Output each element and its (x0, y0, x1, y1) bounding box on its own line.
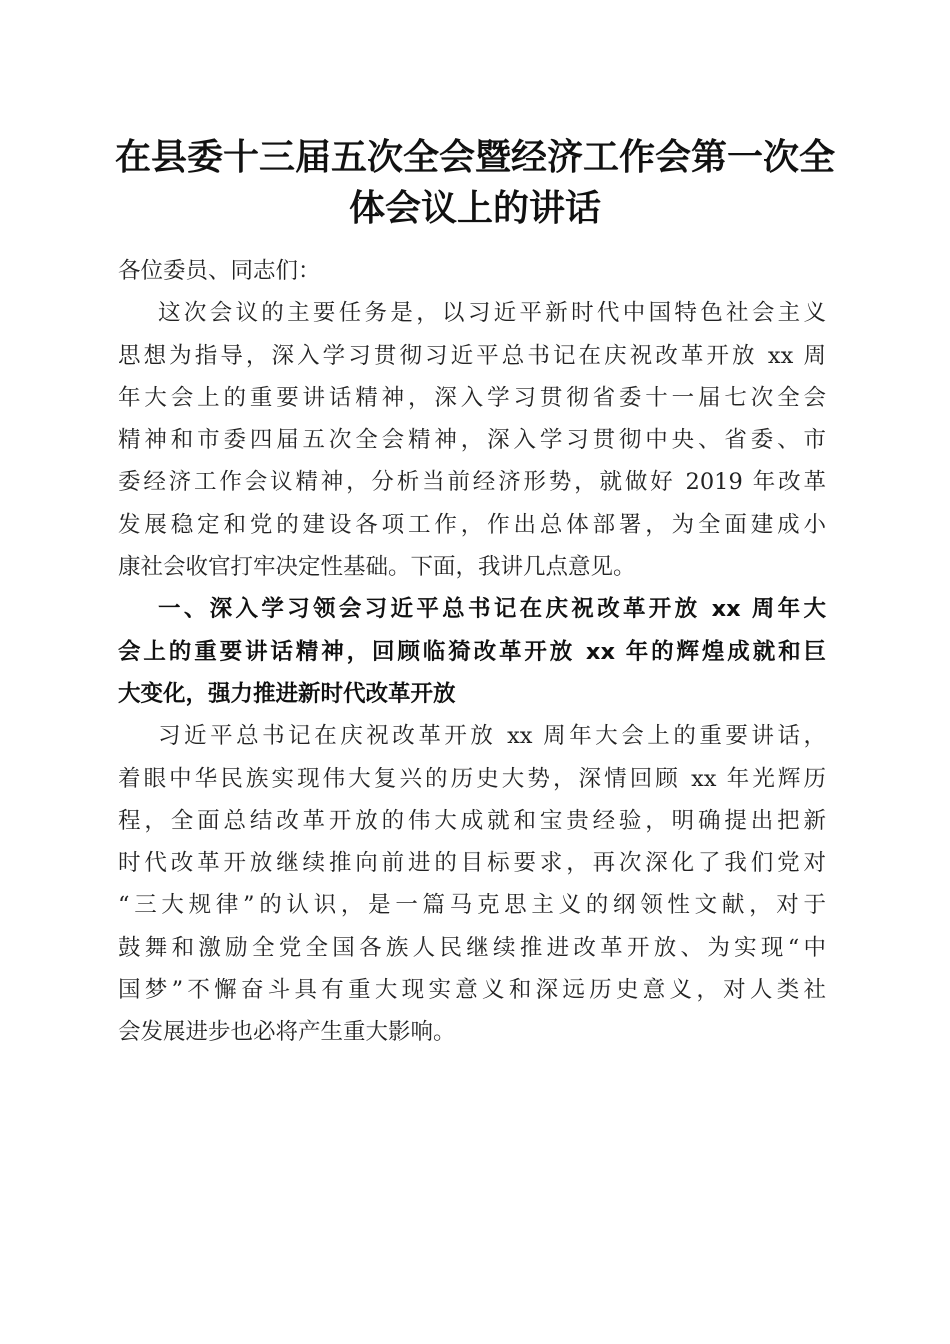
paragraph-line: “三大规律”的认识，是一篇马克思主义的纲领性文献，对于 (118, 892, 826, 919)
document-title (100, 132, 850, 234)
section-heading-1 (118, 588, 826, 715)
paragraph-section-1 (118, 715, 826, 1053)
paragraph-line: 国梦”不懈奋斗具有重大现实意义和深远历史意义，对人类社 (118, 977, 826, 1004)
paragraph-line: 习近平总书记在庆祝改革开放 xx 周年大会上的重要讲话， (158, 723, 826, 750)
paragraph-line: 时代改革开放继续推向前进的目标要求，再次深化了我们党对 (118, 850, 826, 877)
heading-line: 一、深入学习领会习近平总书记在庆祝改革开放 xx 周年大 (158, 596, 826, 623)
greeting: 各位委员、同志们： (118, 258, 321, 284)
heading-line: 会上的重要讲话精神，回顾临猗改革开放 xx 年的辉煌成就和巨 (118, 638, 826, 665)
paragraph-line: 这次会议的主要任务是，以习近平新时代中国特色社会主义 (158, 300, 826, 327)
paragraph-line: 精神和市委四届五次全会精神，深入学习贯彻中央、省委、市 (118, 427, 826, 454)
paragraph-line: 着眼中华民族实现伟大复兴的历史大势，深情回顾 xx 年光辉历 (118, 765, 826, 792)
paragraph-line: 康社会收官打牢决定性基础。下面，我讲几点意见。 (118, 554, 636, 581)
paragraph-intro (118, 292, 826, 588)
heading-line: 大变化，强力推进新时代改革开放 (118, 680, 456, 707)
title-line-1: 在县委十三届五次全会暨经济工作会第一次全 (114, 136, 835, 178)
paragraph-line: 鼓舞和激励全党全国各族人民继续推进改革开放、为实现“中 (118, 934, 826, 961)
paragraph-line: 思想为指导，深入学习贯彻习近平总书记在庆祝改革开放 xx 周 (118, 342, 826, 369)
paragraph-line: 委经济工作会议精神，分析当前经济形势，就做好 2019 年改革 (118, 469, 826, 496)
title-line-2: 体会议上的讲话 (348, 187, 601, 229)
paragraph-line: 发展稳定和党的建设各项工作，作出总体部署，为全面建成小 (118, 511, 826, 538)
paragraph-line: 会发展进步也必将产生重大影响。 (118, 1019, 456, 1046)
paragraph-line: 程，全面总结改革开放的伟大成就和宝贵经验，明确提出把新 (118, 807, 826, 834)
paragraph-line: 年大会上的重要讲话精神，深入学习贯彻省委十一届七次全会 (118, 384, 826, 411)
document-body (118, 250, 826, 1054)
